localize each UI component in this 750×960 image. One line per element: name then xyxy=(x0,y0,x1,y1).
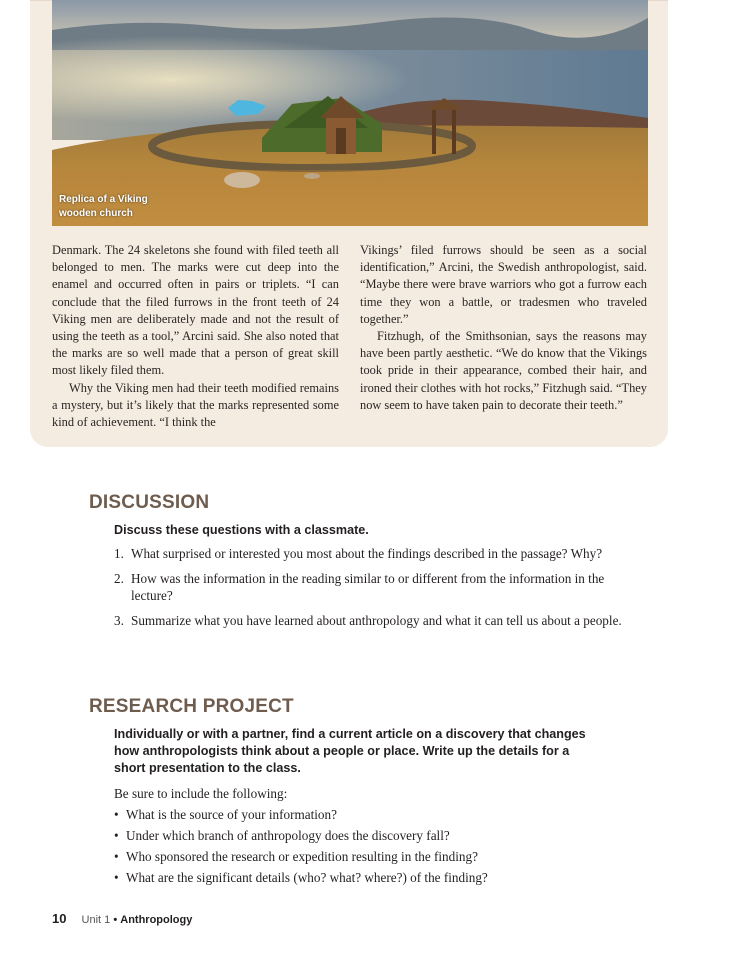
photo-caption xyxy=(59,193,179,221)
footer-unit: Unit 1 xyxy=(81,914,111,926)
research-instruction: Individually or with a partner, find a current article on a discovery that changes how anthropologists think about a people or place. Write up the details for a short presentation to the class. xyxy=(114,727,586,775)
reading-paragraph: Vikings’ filed furrows should be seen as a social identification,” Arcini, the Swedish anthropologist, said. “Maybe there were brave warriors who got a furrow each time they won a battle, or tradesmen who traveled together.” xyxy=(360,243,647,326)
list-item xyxy=(114,804,634,825)
list-item-text: Under which branch of anthropology does the discovery fall? xyxy=(126,828,450,843)
question-text: What surprised or interested you most about the findings described in the passage? Why? xyxy=(131,546,603,561)
page-number: 10 xyxy=(52,911,67,926)
research-bullet-list xyxy=(114,804,634,888)
reading-column-right xyxy=(360,242,647,414)
question-number: 3. xyxy=(114,612,124,628)
question-item xyxy=(114,612,644,630)
question-item xyxy=(114,545,644,563)
list-item xyxy=(114,825,634,846)
bullet-glyph: • xyxy=(114,849,119,864)
reading-paragraph: Why the Viking men had their teeth modified remains a mystery, but it’s likely that the marks represented some kind of achievement. “I think the xyxy=(52,380,339,430)
list-item-text: Who sponsored the research or expedition resulting in the finding? xyxy=(126,849,478,864)
list-item-text: What is the source of your information? xyxy=(126,807,337,822)
bullet-glyph: • xyxy=(114,828,119,843)
footer-topic: Anthropology xyxy=(120,914,193,926)
question-number: 1. xyxy=(114,546,124,561)
bullet-glyph: • xyxy=(114,870,119,885)
discussion-questions xyxy=(114,545,644,636)
reading-column-left xyxy=(52,242,339,431)
question-text: How was the information in the reading similar to or different from the information in the lecture? xyxy=(131,570,605,603)
list-item-text: What are the significant details (who? what? where?) of the finding? xyxy=(126,870,488,885)
discussion-instruction: Discuss these questions with a classmate. xyxy=(114,523,369,537)
footer-separator: • xyxy=(113,914,118,926)
reading-paragraph: Fitzhugh, of the Smithsonian, says the reasons may have been partly aesthetic. “We do know that the Vikings took pride in their appearance, combed their hair, and ironed their clothes with hot rocks,” Fitzhugh said. “They now seem to have taken pain to decorate their teeth.” xyxy=(360,329,647,412)
list-item xyxy=(114,867,634,888)
page-footer xyxy=(52,911,192,926)
bullet-glyph: • xyxy=(114,807,119,822)
caption-line-2: wooden church xyxy=(59,208,133,219)
discussion-heading: DISCUSSION xyxy=(89,492,210,513)
question-text: Summarize what you have learned about anthropology and what it can tell us about a people. xyxy=(131,612,622,628)
research-heading: RESEARCH PROJECT xyxy=(89,696,294,717)
reading-paragraph: Denmark. The 24 skeletons she found with filed teeth all belonged to men. The marks were cut deep into the enamel and occurred often in pairs or triplets. “I can conclude that the filed furrows in the front teeth of 24 Viking men are deliberately made and not the result of using the teeth as a tool,” Arcini said. She also noted that the marks are so well made that a person of great skill most likely filed them. xyxy=(52,243,339,378)
list-item xyxy=(114,846,634,867)
question-item xyxy=(114,570,644,605)
research-intro: Be sure to include the following: xyxy=(114,786,288,801)
question-number: 2. xyxy=(114,570,124,586)
caption-line-1: Replica of a Viking xyxy=(59,194,148,205)
